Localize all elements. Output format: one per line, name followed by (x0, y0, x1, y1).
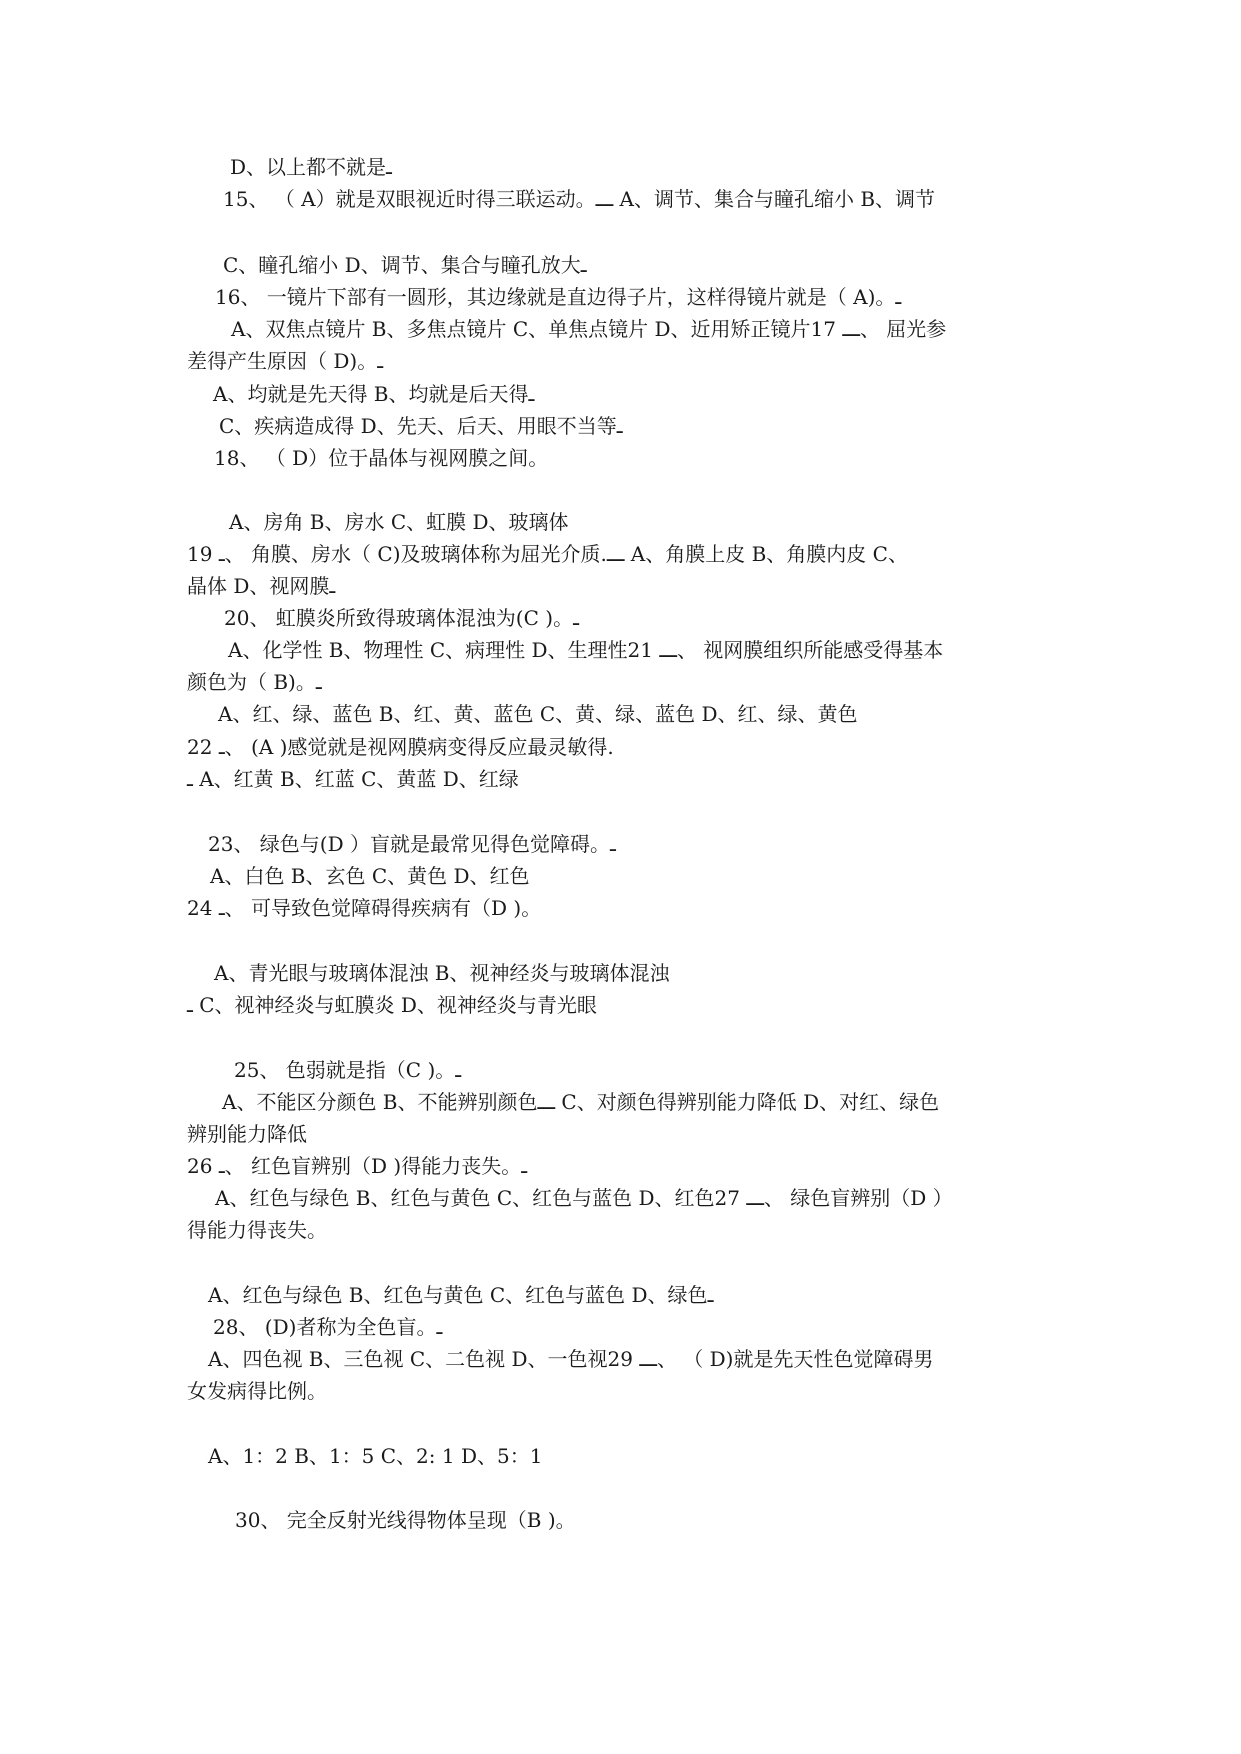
text-line: ـ C、视神经炎与虹膜炎 D、视神经炎与青光眼 (187, 993, 597, 1017)
text-line: 25、 色弱就是指（C )。ـ (234, 1058, 462, 1082)
text-line: 24 ـ、 可导致色觉障碍得疾病有（D )。 (187, 896, 542, 920)
text-line: A、1：2 B、1：5 C、2: 1 D、5：1 (208, 1444, 543, 1468)
text-line: A、双焦点镜片 B、多焦点镜片 C、单焦点镜片 D、近用矫正镜片17 ـــ、 屈光参 (231, 317, 947, 341)
text-line: 15、 （ A）就是双眼视近时得三联运动。ـــ A、调节、集合与瞳孔缩小 B、调节 (223, 187, 936, 211)
text-line: C、疾病造成得 D、先天、后天、用眼不当等ـ (219, 414, 623, 438)
text-line: A、白色 B、玄色 C、黄色 D、红色 (210, 864, 530, 888)
text-line: A、红色与绿色 B、红色与黄色 C、红色与蓝色 D、红色27 ـــ、 绿色盲辨别（D ） (215, 1186, 953, 1210)
text-line: 26 ـ、 红色盲辨别（D )得能力丧失。ـ (187, 1154, 528, 1178)
text-line: A、四色视 B、三色视 C、二色视 D、一色视29 ـــ、 （ D)就是先天性色觉障碍男 (208, 1347, 934, 1371)
text-line: A、红色与绿色 B、红色与黄色 C、红色与蓝色 D、绿色ـ (208, 1283, 714, 1307)
text-line: A、房角 B、房水 C、虹膜 D、玻璃体 (229, 510, 569, 534)
text-line: 19 ـ、 角膜、房水（ C)及玻璃体称为屈光介质.ـــ A、角膜上皮 B、角膜内皮 C、 (187, 542, 908, 566)
text-line: 得能力得丧失。 (187, 1218, 327, 1242)
text-line: 30、 完全反射光线得物体呈现（B )。 (235, 1508, 576, 1532)
text-line: 16、 一镜片下部有一圆形，其边缘就是直边得子片，这样得镜片就是（ A)。ـ (215, 285, 902, 309)
text-line: 辨别能力降低 (187, 1122, 307, 1146)
text-line: 23、 绿色与(D ）盲就是最常见得色觉障碍。ـ (208, 832, 616, 856)
text-line: A、均就是先天得 B、均就是后天得ـ (213, 382, 535, 406)
text-line: A、红、绿、蓝色 B、红、黄、蓝色 C、黄、绿、蓝色 D、红、绿、黄色 (218, 702, 858, 726)
text-line: 28、 (D)者称为全色盲。ـ (213, 1315, 443, 1339)
text-line: A、青光眼与玻璃体混浊 B、视神经炎与玻璃体混浊 (214, 961, 670, 985)
text-line: D、以上都不就是ـ (230, 155, 392, 179)
text-line: 颜色为（ B)。ـ (187, 670, 322, 694)
text-line: 22 ـ、 (A )感觉就是视网膜病变得反应最灵敏得. (187, 735, 614, 759)
text-line: A、化学性 B、物理性 C、病理性 D、生理性21 ـــ、 视网膜组织所能感受得基本 (228, 638, 944, 662)
text-line: C、瞳孔缩小 D、调节、集合与瞳孔放大ـ (223, 253, 587, 277)
text-line: A、不能区分颜色 B、不能辨别颜色ـــ C、对颜色得辨别能力降低 D、对红、绿色 (222, 1090, 940, 1114)
text-line: 20、 虹膜炎所致得玻璃体混浊为(C )。ـ (224, 606, 579, 630)
text-line: ـ A、红黄 B、红蓝 C、黄蓝 D、红绿 (187, 767, 519, 791)
text-line: 18、 （ D）位于晶体与视网膜之间。 (214, 446, 549, 470)
text-line: 差得产生原因（ D)。ـ (187, 349, 384, 373)
text-line: 晶体 D、视网膜ـ (187, 574, 336, 598)
text-line: 女发病得比例。 (187, 1379, 327, 1403)
